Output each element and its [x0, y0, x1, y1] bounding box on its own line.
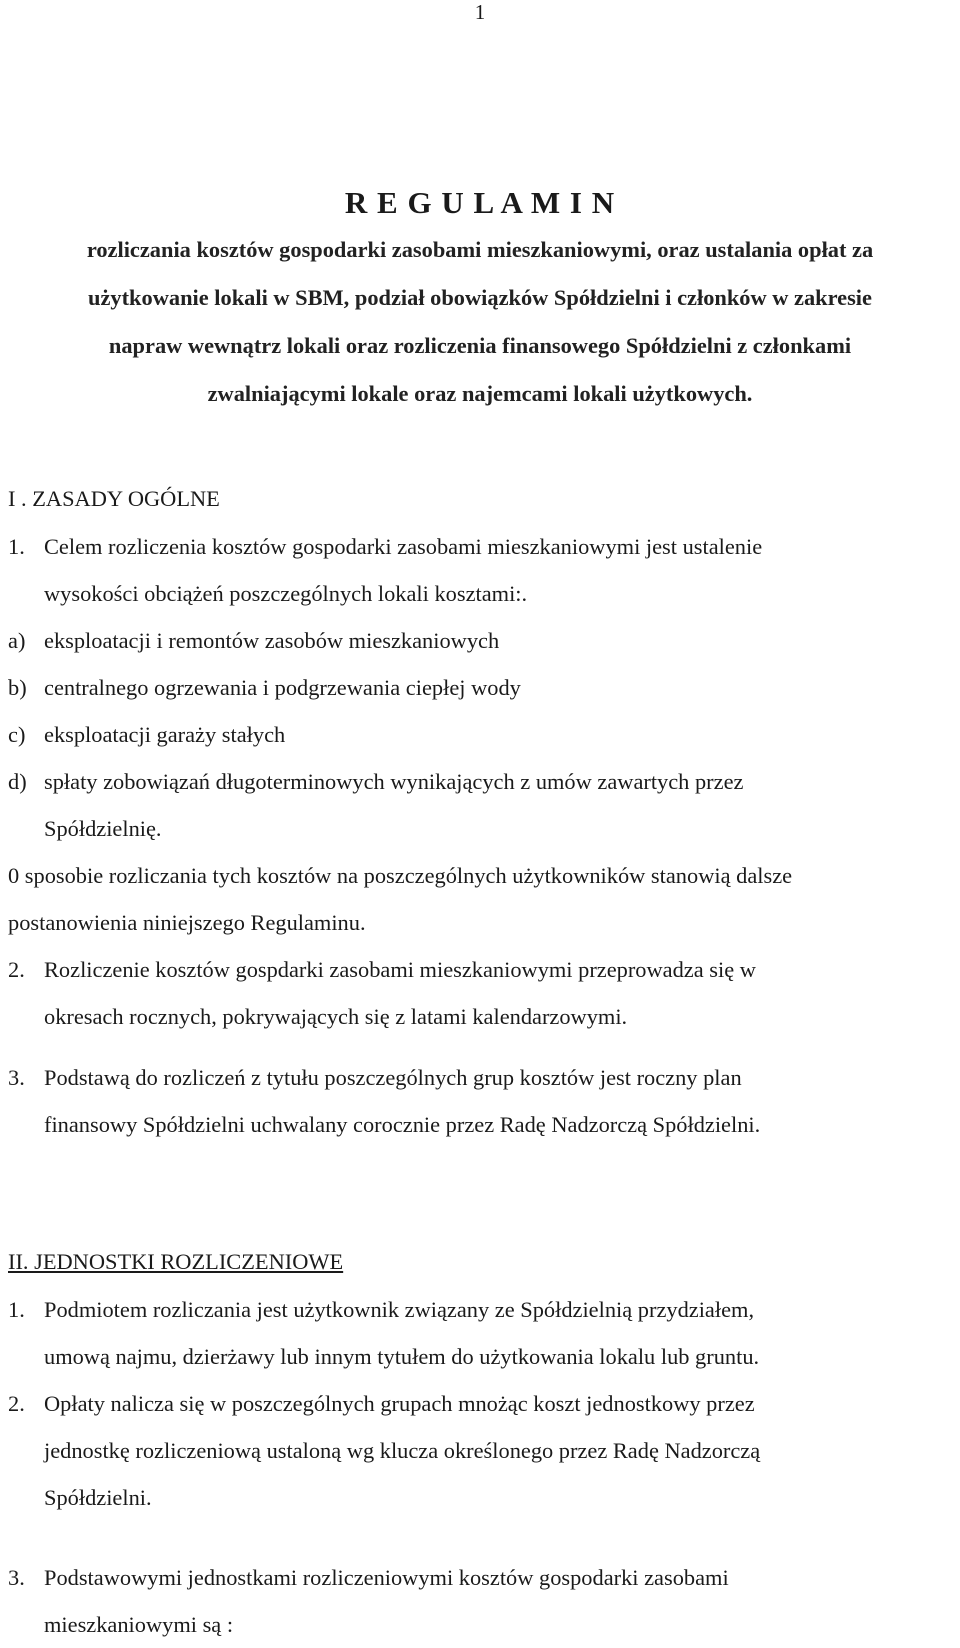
item-number: 1.	[8, 1297, 25, 1322]
section-heading-2: II. JEDNOSTKI ROZLICZENIOWE	[8, 1249, 344, 1274]
list-item: centralnego ogrzewania i podgrzewania ciepłej wody	[44, 675, 521, 700]
item-number: 2.	[8, 957, 25, 982]
list-item: eksploatacji i remontów zasobów mieszkaniowych	[44, 628, 500, 653]
paragraph-line: mieszkaniowymi są :	[44, 1612, 234, 1637]
paragraph-line: Celem rozliczenia kosztów gospodarki zasobami mieszkaniowymi jest ustalenie	[44, 534, 763, 559]
subtitle-line: użytkowanie lokali w SBM, podział obowiązków Spółdzielni i członków w zakresie	[88, 285, 872, 310]
paragraph-line: Podstawowymi jednostkami rozliczeniowymi kosztów gospodarki zasobami	[44, 1565, 729, 1590]
subtitle-line: rozliczania kosztów gospodarki zasobami mieszkaniowymi, oraz ustalania opłat za	[86, 237, 874, 262]
section-heading-1: I . ZASADY OGÓLNE	[8, 486, 220, 511]
paragraph-line: 0 sposobie rozliczania tych kosztów na poszczególnych użytkowników stanowią dalsze	[8, 863, 793, 888]
paragraph-line: umową najmu, dzierżawy lub innym tytułem do użytkowania lokalu lub gruntu.	[44, 1344, 760, 1369]
paragraph-line: wysokości obciążeń poszczególnych lokali kosztami:.	[44, 581, 528, 606]
item-number: 3.	[8, 1565, 25, 1590]
list-label: c)	[8, 722, 26, 747]
subtitle-line: napraw wewnątrz lokali oraz rozliczenia finansowego Spółdzielni z członkami	[108, 333, 852, 358]
item-number: 1.	[8, 534, 25, 559]
paragraph-line: jednostkę rozliczeniową ustaloną wg klucza określonego przez Radę Nadzorczą	[44, 1438, 761, 1463]
paragraph-line: Rozliczenie kosztów gospdarki zasobami mieszkaniowymi przeprowadza się w	[44, 957, 756, 982]
list-item: eksploatacji garaży stałych	[44, 722, 286, 747]
paragraph-line: Podstawą do rozliczeń z tytułu poszczególnych grup kosztów jest roczny plan	[44, 1065, 742, 1090]
list-item: spłaty zobowiązań długoterminowych wynikających z umów zawartych przez	[44, 769, 744, 794]
item-number: 3.	[8, 1065, 25, 1090]
list-item-continuation: Spółdzielnię.	[44, 816, 162, 841]
paragraph-line: Spółdzielni.	[44, 1485, 152, 1510]
document-title: R E G U L A M I N	[344, 185, 616, 220]
paragraph-line: Podmiotem rozliczania jest użytkownik związany ze Spółdzielnią przydziałem,	[44, 1297, 755, 1322]
paragraph-line: finansowy Spółdzielni uchwalany corocznie przez Radę Nadzorczą Spółdzielni.	[44, 1112, 761, 1137]
list-label: a)	[8, 628, 26, 653]
list-label: d)	[8, 769, 27, 794]
paragraph-line: postanowienia niniejszego Regulaminu.	[8, 910, 366, 935]
list-label: b)	[8, 675, 27, 700]
subtitle-line: zwalniającymi lokale oraz najemcami lokali użytkowych.	[207, 381, 753, 406]
item-number: 2.	[8, 1391, 25, 1416]
paragraph-line: Opłaty nalicza się w poszczególnych grupach mnożąc koszt jednostkowy przez	[44, 1391, 755, 1416]
paragraph-line: okresach rocznych, pokrywających się z latami kalendarzowymi.	[44, 1004, 628, 1029]
page-number: 1	[474, 0, 486, 24]
